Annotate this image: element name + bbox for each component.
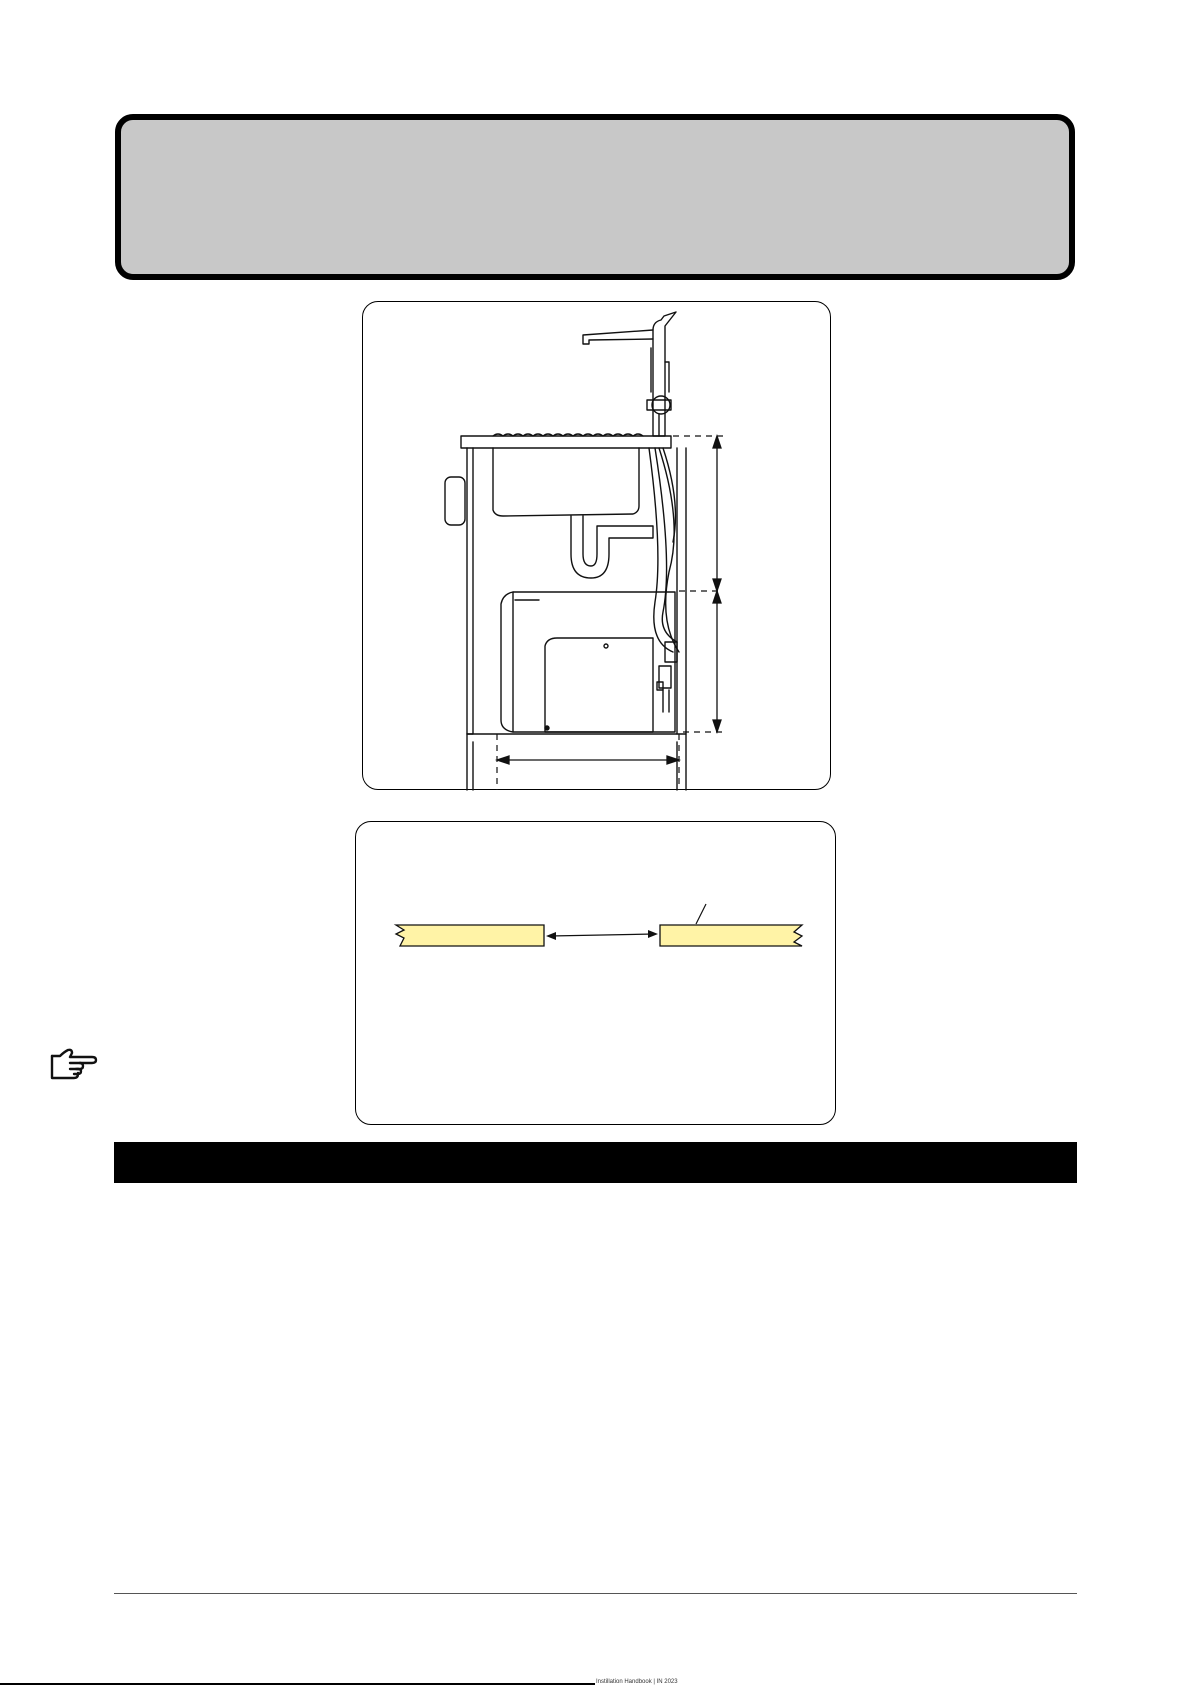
cabinet-door: [467, 448, 473, 734]
boiler-tank: [501, 592, 675, 732]
tap-icon: [583, 312, 676, 436]
footer-rule: [114, 1593, 1077, 1594]
arrow-left-icon: [546, 932, 556, 940]
tape-strip-left: [396, 925, 544, 946]
pointing-hand-icon: [48, 1048, 98, 1082]
waste-trap: [571, 516, 653, 578]
section-heading-bar: [114, 1142, 1077, 1183]
worktop: [461, 434, 671, 448]
title-box: [115, 114, 1075, 280]
arrow-right-icon: [648, 930, 658, 938]
tape-diagram-panel: [355, 821, 836, 1125]
isolation-valve-icon: [657, 642, 677, 712]
installation-diagram: [363, 302, 832, 791]
cabinet-handle: [445, 477, 465, 525]
tape-diagram: [356, 822, 837, 1126]
footer-text: Instillation Handbook | IN 2023: [596, 1679, 678, 1685]
tape-strip-right: [660, 925, 802, 946]
installation-diagram-panel: [362, 301, 831, 790]
sink-bowl: [493, 448, 639, 516]
leader-line: [696, 904, 706, 924]
section-heading: [114, 1151, 128, 1173]
